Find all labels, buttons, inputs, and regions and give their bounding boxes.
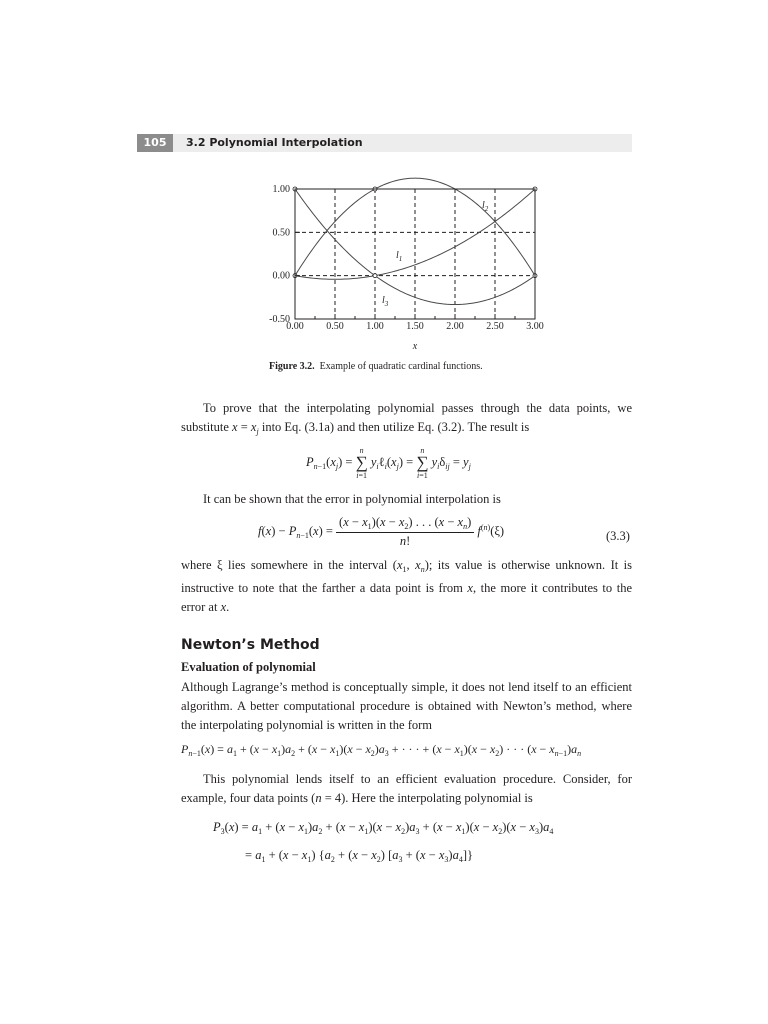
paragraph-error-note: where ξ lies somewhere in the interval ($x_1$, $x_n$); its value is otherwise unknown. It is instructive to note that the farther a data point is from x, the more it contributes to the error at x. [181, 558, 633, 614]
y-tick-label: 0.50 [272, 227, 290, 239]
page-number: 105 [137, 134, 173, 152]
section-heading-newton: Newton’s Method [181, 637, 320, 653]
chart-annotations [382, 200, 489, 308]
equation-3-3: $f(x) - P_{n-1}(x)$ = $\frac{(x - x_1)(x - x_2) . . . (x - x_n)}{n!}$ $f^{(n)}(\xi)$ [258, 515, 505, 548]
cardinal-functions-chart [255, 175, 555, 360]
paragraph-newton-intro: Although Lagrange’s method is conceptually simple, it does not lend itself to an efficient algorithm. A better computational procedure is obtained with Newton’s method, where the interpolating polynomial is written in the form [181, 680, 632, 732]
x-tick-label: 1.50 [406, 321, 424, 332]
x-tick-label: 2.00 [446, 321, 464, 332]
x-tick-label: 0.50 [326, 321, 344, 332]
data-point-marker [373, 274, 377, 278]
x-tick-label: 1.00 [366, 321, 384, 332]
x-tick-label: 2.50 [486, 321, 504, 332]
equation-newton-form: $P_{n-1}(x) = a_1 + (x - x_1)a_2 + (x - x_1)(x - x_2)a_3$ + · · · + $(x - x_1)(x - x_2)$ · · · $(x - x_{n-1})a_n$ [181, 742, 582, 758]
running-header [137, 134, 632, 152]
paragraph-four-points: This polynomial lends itself to an efficient evaluation procedure. Consider, for example, four data points (n = 4). Here the interpolating polynomial is [181, 772, 632, 805]
y-tick-label: -0.50 [269, 314, 290, 325]
x-axis-label: x [412, 341, 418, 352]
subheading-evaluation: Evaluation of polynomial [181, 660, 316, 674]
paragraph-error-intro: It can be shown that the error in polynomial interpolation is [203, 492, 501, 506]
x-tick-label: 3.00 [526, 321, 544, 332]
paragraph-proof: To prove that the interpolating polynomial passes through the data points, we substitute $x = x_j$ into Eq. (3.1a) and then utilize Eq. (3.2). The result is [181, 401, 632, 436]
section-title: 3.2 Polynomial Interpolation [186, 136, 363, 149]
chart-grid [295, 189, 535, 319]
curve-label-l2: $l_2$ [482, 200, 489, 213]
curve-label-l3: $l_3$ [382, 295, 389, 308]
equation-number: (3.3) [606, 529, 630, 543]
equation-p3-nested: = $a_1 + (x - x_1) \{a_2 + (x - x_2) [a_3 + (x - x_3)a_4]\}$ [245, 848, 473, 864]
x-tick-label: 0.00 [286, 321, 304, 332]
curve-label-l1: $l_1$ [396, 250, 403, 263]
y-tick-label: 0.00 [272, 270, 290, 282]
figure-caption [269, 361, 483, 372]
y-tick-label: 1.00 [272, 184, 290, 195]
equation-p3-expanded: $P_3(x) = a_1 + (x - x_1)a_2 + (x - x_1)(x - x_2)a_3 + (x - x_1)(x - x_2)(x - x_3)a_4$ [213, 820, 554, 836]
caption-text: Example of quadratic cardinal functions. [319, 361, 483, 372]
equation-interpolation-check: $P_{n-1}(x_j)$ = n ∑ i=1 $y_i\ell_i(x_j)$ = n ∑ i=1 $y_i\delta_{ij} = y_j$ [306, 446, 471, 480]
caption-label: Figure 3.2. [269, 361, 315, 372]
